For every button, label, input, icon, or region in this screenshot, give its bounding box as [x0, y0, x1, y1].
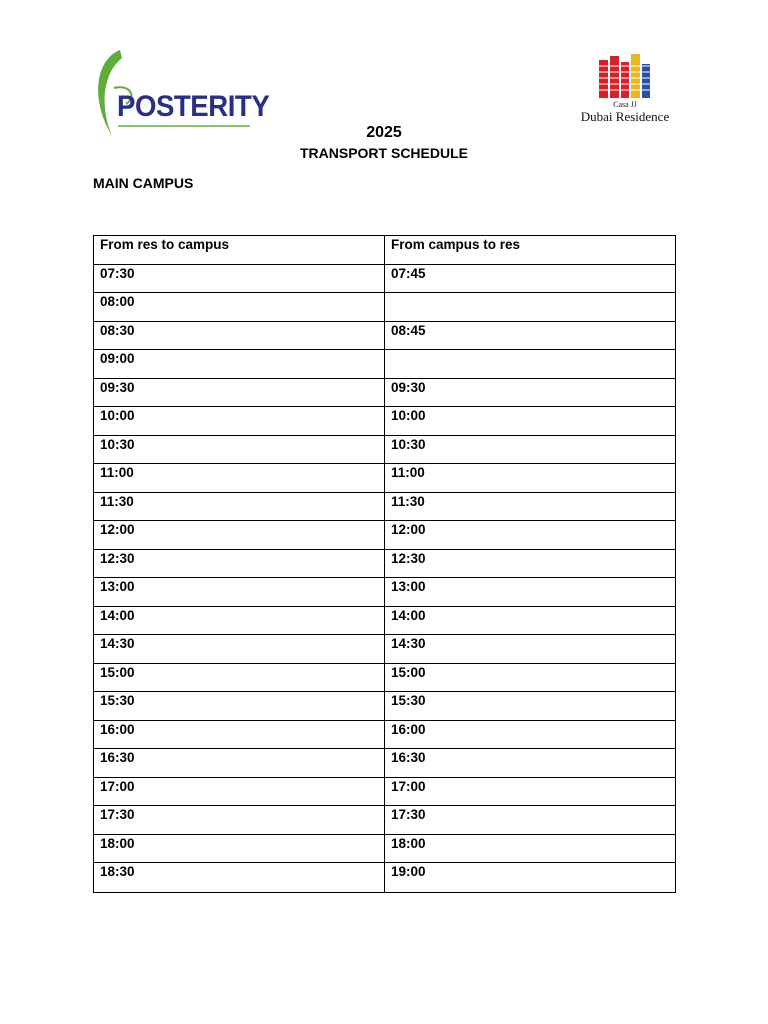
cell-campus-to-res: 16:30 — [385, 749, 676, 778]
table-row — [94, 777, 676, 806]
cell-campus-to-res: 15:30 — [385, 692, 676, 721]
table-row — [94, 606, 676, 635]
schedule-title: TRANSPORT SCHEDULE — [299, 145, 468, 161]
cell-res-to-campus: 13:00 — [94, 578, 385, 607]
cell-res-to-campus: 10:30 — [94, 435, 385, 464]
cell-res-to-campus: 08:30 — [94, 321, 385, 350]
cell-res-to-campus: 12:00 — [94, 521, 385, 550]
posterity-wordmark: POSTERITY — [117, 90, 270, 123]
table-row — [94, 407, 676, 436]
cell-campus-to-res: 10:30 — [385, 435, 676, 464]
table-header-row — [94, 236, 676, 265]
table-row — [94, 863, 676, 893]
cell-res-to-campus: 16:00 — [94, 720, 385, 749]
table-row — [94, 464, 676, 493]
cell-res-to-campus: 15:00 — [94, 663, 385, 692]
cell-campus-to-res — [385, 293, 676, 322]
header-campus-to-res: From campus to res — [385, 236, 676, 265]
table-row — [94, 720, 676, 749]
cell-res-to-campus: 17:30 — [94, 806, 385, 835]
table-row — [94, 521, 676, 550]
cell-res-to-campus: 17:00 — [94, 777, 385, 806]
cell-res-to-campus: 09:30 — [94, 378, 385, 407]
table-row — [94, 378, 676, 407]
cell-campus-to-res: 08:45 — [385, 321, 676, 350]
cell-res-to-campus: 12:30 — [94, 549, 385, 578]
cell-campus-to-res: 11:00 — [385, 464, 676, 493]
logo-residence-text: Dubai Residence — [580, 109, 670, 124]
dubai-residence-logo — [570, 52, 680, 128]
cell-campus-to-res: 17:30 — [385, 806, 676, 835]
cell-campus-to-res: 14:30 — [385, 635, 676, 664]
table-row — [94, 549, 676, 578]
cell-res-to-campus: 09:00 — [94, 350, 385, 379]
cell-res-to-campus: 18:00 — [94, 834, 385, 863]
table-row — [94, 749, 676, 778]
cell-campus-to-res: 16:00 — [385, 720, 676, 749]
cell-campus-to-res: 10:00 — [385, 407, 676, 436]
cell-campus-to-res: 18:00 — [385, 834, 676, 863]
campus-label: MAIN CAMPUS — [93, 175, 194, 191]
transport-schedule-table — [93, 235, 676, 893]
cell-res-to-campus: 18:30 — [94, 863, 385, 893]
building-bars-icon — [595, 52, 655, 98]
cell-res-to-campus: 14:00 — [94, 606, 385, 635]
table-row — [94, 834, 676, 863]
cell-res-to-campus: 11:30 — [94, 492, 385, 521]
cell-campus-to-res: 12:30 — [385, 549, 676, 578]
schedule-year: 2025 — [366, 124, 402, 141]
table-row — [94, 492, 676, 521]
cell-campus-to-res — [385, 350, 676, 379]
header-res-to-campus: From res to campus — [94, 236, 385, 265]
cell-res-to-campus: 14:30 — [94, 635, 385, 664]
cell-res-to-campus: 16:30 — [94, 749, 385, 778]
table-row — [94, 578, 676, 607]
table-row — [94, 321, 676, 350]
cell-campus-to-res: 09:30 — [385, 378, 676, 407]
table-row — [94, 806, 676, 835]
cell-campus-to-res: 19:00 — [385, 863, 676, 893]
cell-res-to-campus: 10:00 — [94, 407, 385, 436]
table-row — [94, 293, 676, 322]
table-row — [94, 663, 676, 692]
cell-res-to-campus: 11:00 — [94, 464, 385, 493]
cell-campus-to-res: 14:00 — [385, 606, 676, 635]
table-row — [94, 435, 676, 464]
cell-campus-to-res: 13:00 — [385, 578, 676, 607]
logo-casa-text: Casa JJ — [613, 100, 637, 109]
cell-res-to-campus: 15:30 — [94, 692, 385, 721]
table-row — [94, 264, 676, 293]
cell-campus-to-res: 17:00 — [385, 777, 676, 806]
table-row — [94, 692, 676, 721]
table-row — [94, 350, 676, 379]
cell-res-to-campus: 08:00 — [94, 293, 385, 322]
table-row — [94, 635, 676, 664]
cell-campus-to-res: 12:00 — [385, 521, 676, 550]
cell-campus-to-res: 11:30 — [385, 492, 676, 521]
cell-campus-to-res: 15:00 — [385, 663, 676, 692]
cell-res-to-campus: 07:30 — [94, 264, 385, 293]
cell-campus-to-res: 07:45 — [385, 264, 676, 293]
